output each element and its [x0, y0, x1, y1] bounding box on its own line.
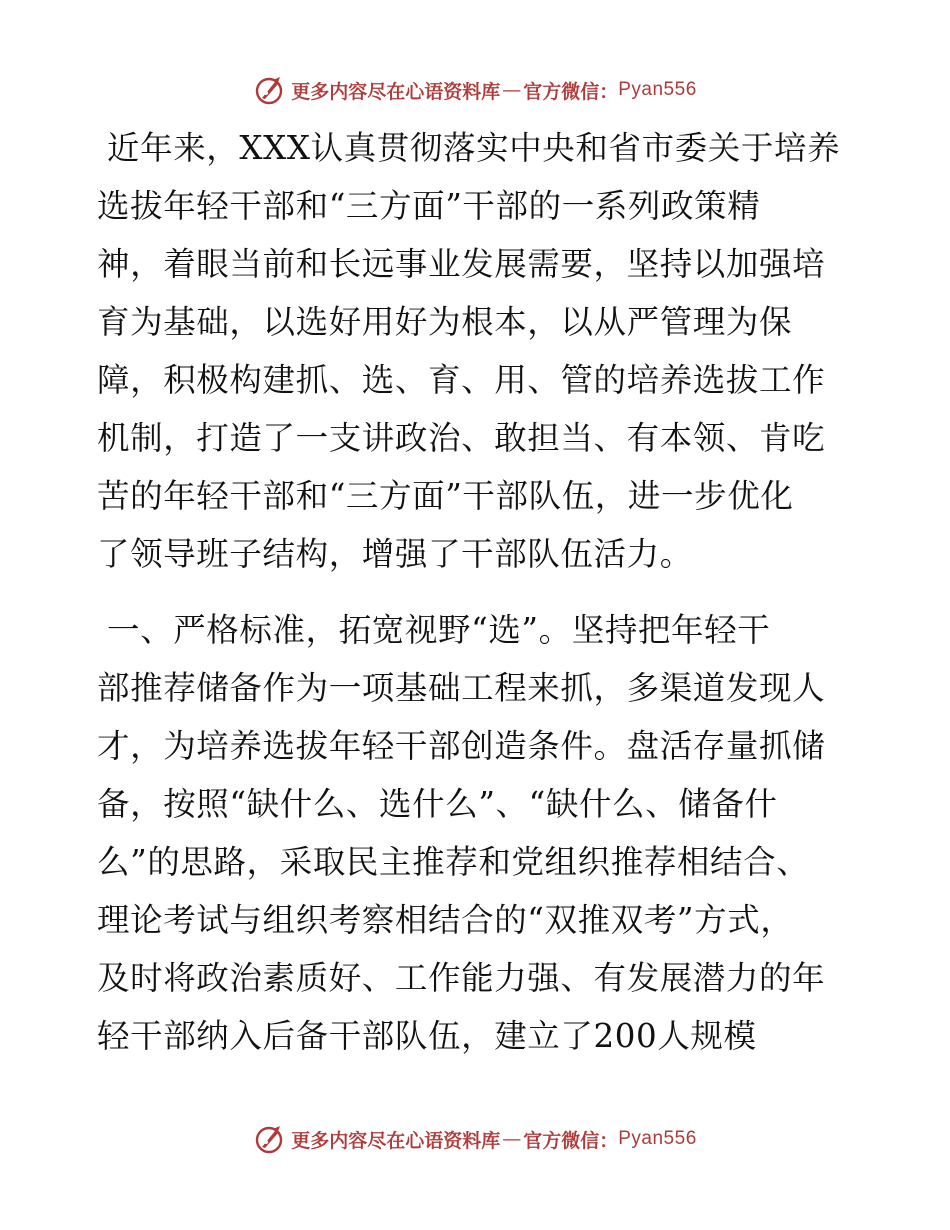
text-line: 么”的思路，采取民主推荐和党组织推荐相结合、: [97, 843, 810, 881]
text-line: 部推荐储备作为一项基础工程来抓，多渠道发现人: [97, 669, 826, 707]
text-line: 障，积极构建抓、选、育、用、管的培养选拔工作: [97, 361, 826, 399]
text-line: 神，着眼当前和长远事业发展需要，坚持以加强培: [97, 245, 826, 283]
footer-watermark: [0, 1122, 950, 1156]
text-line: 机制，打造了一支讲政治、敢担当、有本领、肯吃: [97, 419, 826, 457]
watermark-text: 更多内容尽在心语资料库: [291, 1129, 501, 1152]
text-line: 育为基础，以选好用好为根本，以从严管理为保: [97, 303, 793, 341]
header-watermark: [0, 73, 950, 107]
text-line: 近年来，XXX认真贯彻落实中央和省市委关于培养: [107, 129, 841, 167]
text-line: 了领导班子结构，增强了干部队伍活力。: [97, 535, 693, 573]
quill-seal-icon: [253, 1123, 285, 1155]
text-line: 轻干部纳入后备干部队伍，建立了200人规模: [97, 1017, 757, 1055]
text-line: 理论考试与组织考察相结合的“双推双考”方式，: [97, 901, 794, 939]
watermark-wechat-label: 官方微信：: [523, 80, 619, 103]
text-line: 苦的年轻干部和“三方面”干部队伍，进一步优化: [97, 477, 794, 515]
watermark-separator: —: [502, 1128, 522, 1150]
watermark-wechat-id: Pyan556: [618, 1128, 697, 1149]
watermark-wechat-label: 官方微信：: [523, 1129, 619, 1152]
watermark-wechat-id: Pyan556: [618, 79, 697, 100]
watermark-separator: —: [502, 79, 522, 101]
text-line: 备，按照“缺什么、选什么”、“缺什么、储备什: [97, 785, 778, 823]
text-line: 及时将政治素质好、工作能力强、有发展潜力的年: [97, 959, 826, 997]
text-line: 才，为培养选拔年轻干部创造条件。盘活存量抓储: [97, 727, 826, 765]
text-line: 一、严格标准，拓宽视野“选”。坚持把年轻干: [107, 611, 771, 649]
watermark-text: 更多内容尽在心语资料库: [291, 80, 501, 103]
text-line: 选拔年轻干部和“三方面”干部的一系列政策精: [97, 187, 761, 225]
quill-seal-icon: [253, 74, 285, 106]
